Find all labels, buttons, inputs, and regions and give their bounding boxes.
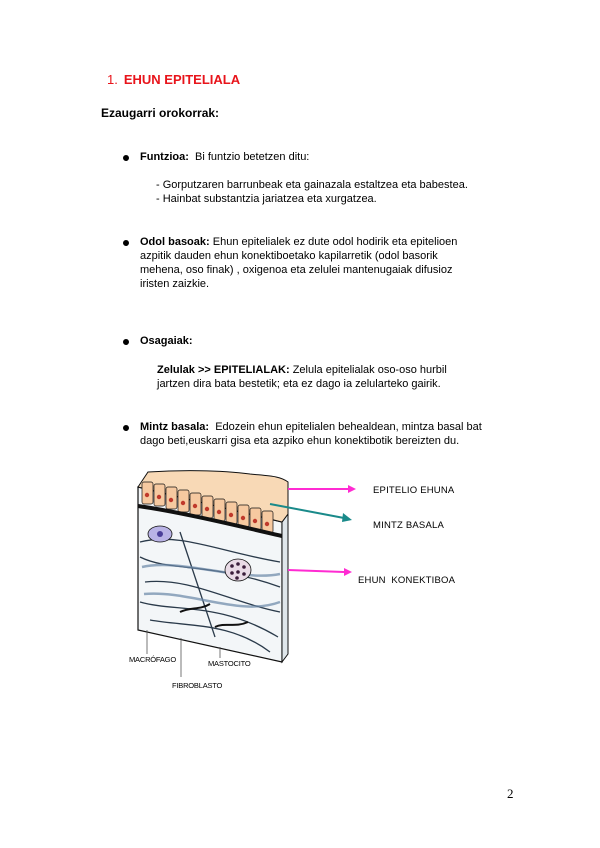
section-title [107,72,240,87]
osagaiak-label: Osagaiak: [140,335,193,347]
label-epitelio: EPITELIO EHUNA [373,485,455,496]
funtzioa-text: Bi funtzio betetzen ditu: [195,151,310,163]
bullet-icon [123,339,129,345]
osagaiak-line-1 [157,363,447,377]
mintz-line-1 [140,420,482,434]
funtzioa-item-2: - Hainbat substantzia jariatzea eta xurgatzea. [156,193,377,205]
bullet-icon [123,425,129,431]
zelulak-label: Zelulak >> EPITELIALAK: [157,364,290,376]
odol-line-2: azpitik dauden ehun konektiboetako kapilarretik (odol basorik [140,250,438,262]
bullet-icon [123,240,129,246]
arrow-konektiboa [288,568,352,576]
label-mastocito: MASTOCITO [208,659,251,668]
label-mintz: MINTZ BASALA [373,520,445,531]
arrow-epitelio [288,485,356,493]
osagaiak-line-2: jartzen dira bata bestetik; eta ez dago ia zelularteko gairik. [157,378,441,390]
mintz-text-1: Edozein ehun epitelialen behealdean, mintza basal bat [215,421,482,433]
tissue-block [138,471,288,662]
osagaiak-text-1: Zelula epitelialak oso-oso hurbil [292,364,447,376]
label-macrofago: MACRÓFAGO [129,655,176,664]
label-fibroblasto: FIBROBLASTO [172,681,223,690]
section-title-text: EHUN EPITELIALA [123,72,241,87]
label-konektiboa: EHUN KONEKTIBOA [358,575,456,586]
section-number: 1. [107,72,118,87]
funtzioa-line [140,150,309,164]
mintz-label: Mintz basala: [140,421,210,433]
odol-line-3: mehena, oso finak) , oxigenoa eta zelulei mantenugaiak difusioz [140,264,453,276]
odol-line-1 [140,235,457,249]
bullet-icon [123,155,129,161]
subheading: Ezaugarri orokorrak: [101,106,220,120]
page-number: 2 [507,786,514,801]
odol-label: Odol basoak: [140,236,210,248]
funtzioa-label: Funtzioa: [140,151,189,163]
odol-text-1: Ehun epitelialek ez dute odol hodirik eta epitelioen [212,236,458,248]
funtzioa-item-1: - Gorputzaren barrunbeak eta gainazala estaltzea eta babestea. [156,179,468,191]
odol-line-4: iristen zaizkie. [140,278,210,290]
mintz-line-2: dago beti,euskarri gisa eta azpiko ehun konektibotik bereizten du. [140,435,460,447]
